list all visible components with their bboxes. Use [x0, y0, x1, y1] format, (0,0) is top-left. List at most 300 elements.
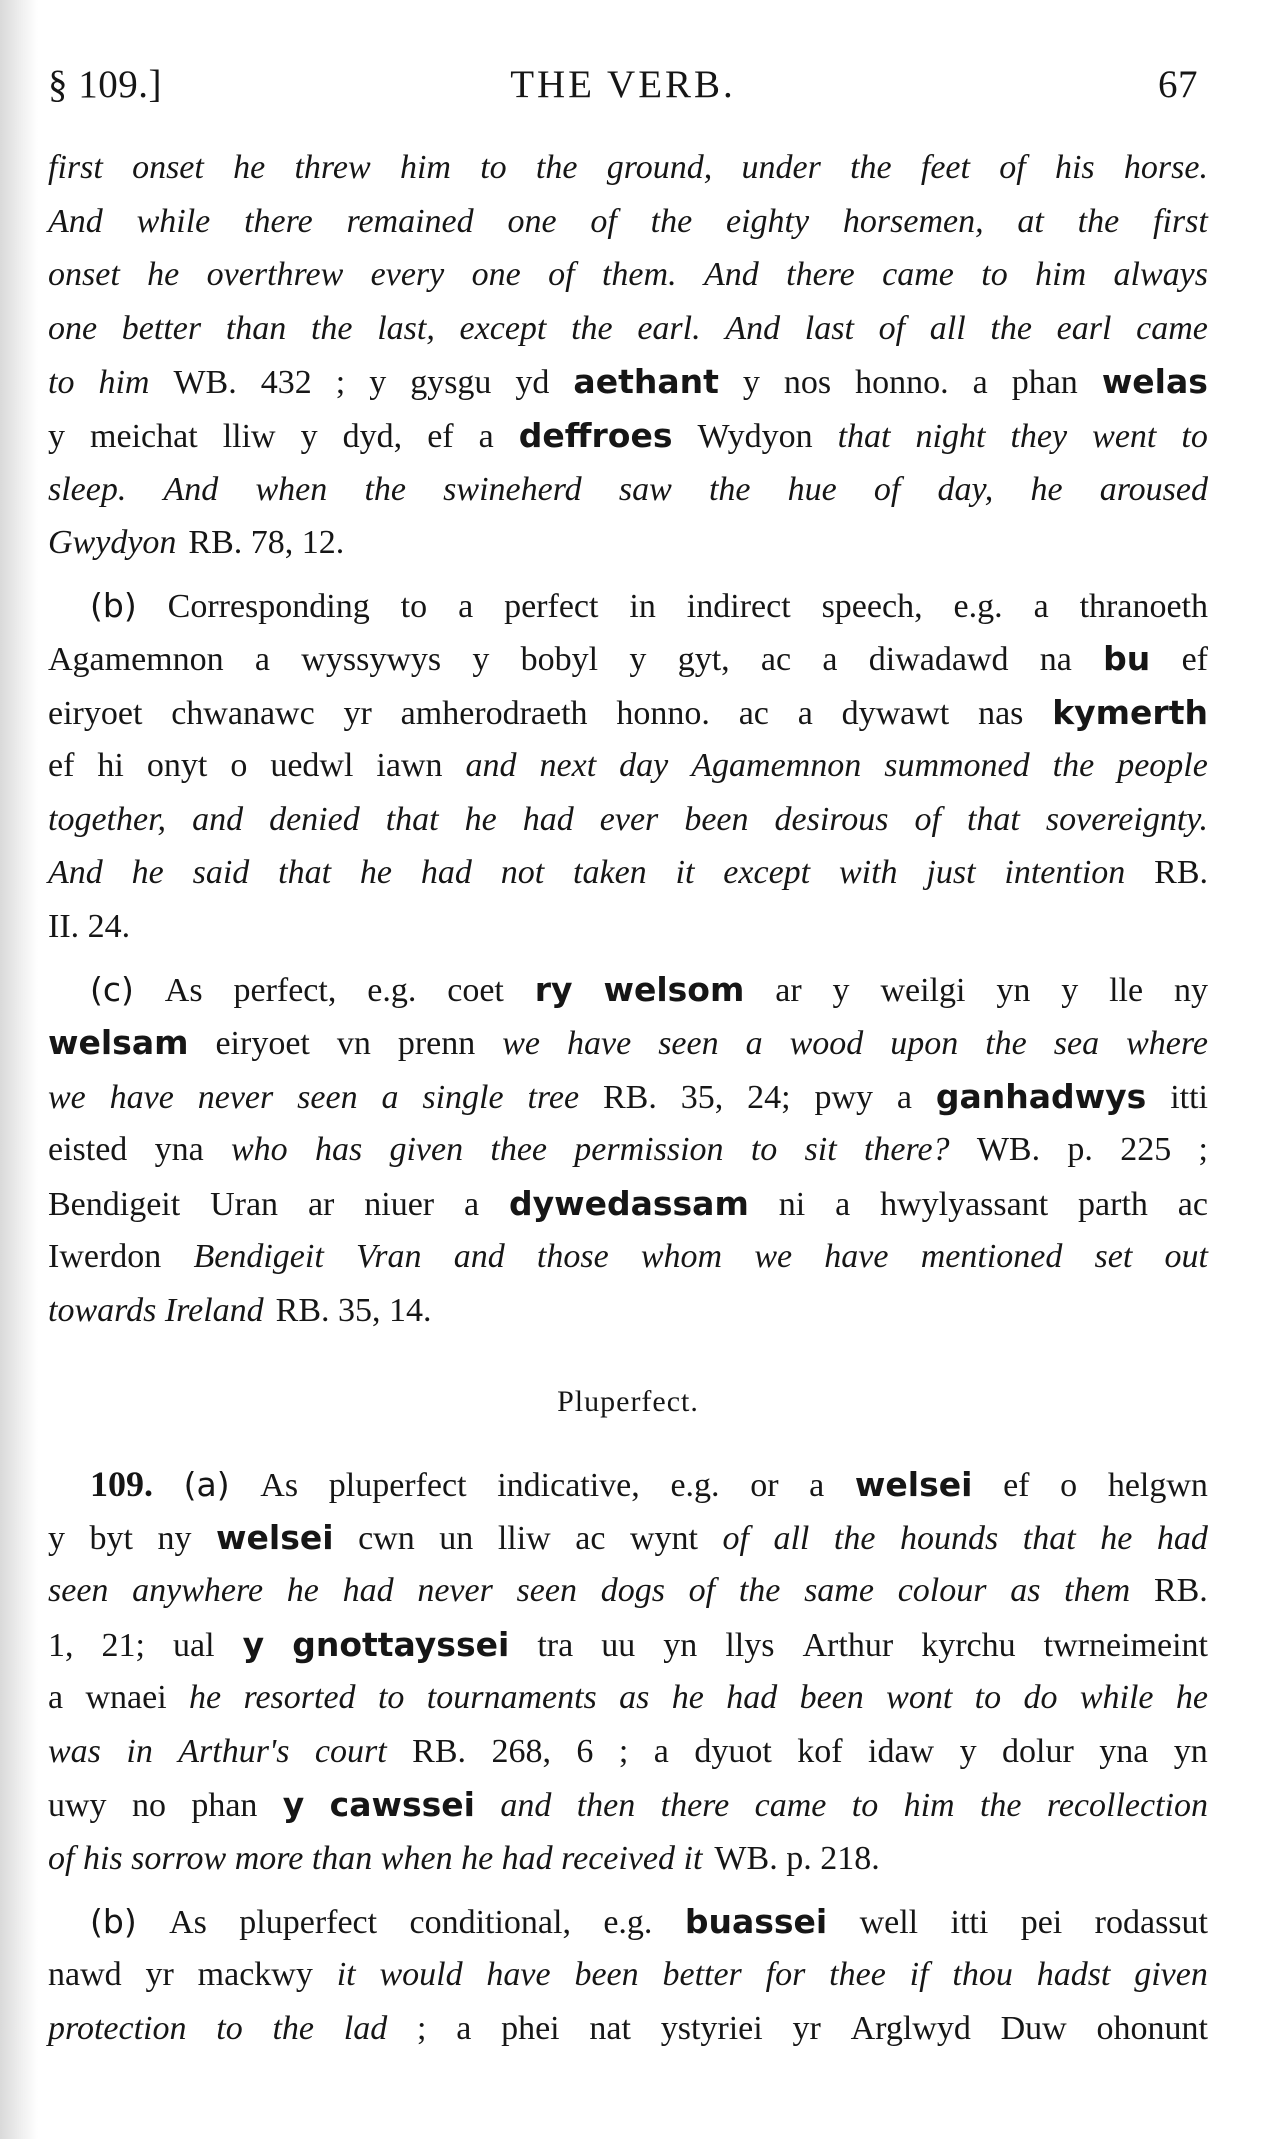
word: ac [1177, 1186, 1208, 1223]
word: summoned [884, 747, 1030, 784]
word: of [999, 149, 1026, 186]
word: a [458, 588, 474, 625]
word: ohonunt [1096, 2010, 1208, 2047]
word: he [671, 1679, 704, 1716]
word: 109. [90, 1464, 153, 1504]
word: of [914, 801, 941, 838]
word: 21; [101, 1627, 145, 1664]
word: the [272, 2010, 315, 2047]
word: been [799, 1679, 864, 1716]
word: tournaments [426, 1679, 597, 1716]
word: ef [1003, 1467, 1030, 1504]
word: the [979, 1787, 1022, 1824]
word: nos [783, 364, 832, 401]
word: prenn [397, 1025, 476, 1062]
word: a [797, 695, 813, 732]
word: the [990, 310, 1032, 347]
text-line [48, 1565, 1208, 1617]
word: overthrew [206, 256, 344, 293]
headword: welsam [48, 1023, 189, 1062]
word: ef [1181, 641, 1208, 678]
word: set [1094, 1238, 1133, 1275]
word: coet [447, 972, 504, 1009]
word: 6 [576, 1733, 594, 1770]
word: we [48, 1079, 86, 1116]
word: (c) [90, 970, 134, 1009]
word: And [48, 203, 103, 240]
word: whom [640, 1238, 723, 1275]
headword: buassei [684, 1902, 828, 1941]
word: parth [1078, 1186, 1148, 1223]
word: to [1181, 418, 1208, 455]
word: that [385, 801, 439, 838]
word: while [136, 203, 211, 240]
word: there? [863, 1131, 950, 1168]
word: they [1010, 418, 1068, 455]
word: amherodraeth [400, 695, 588, 732]
word: sovereignty. [1045, 801, 1208, 838]
text-line [90, 1896, 1208, 1948]
word: the [310, 310, 353, 347]
word: had [726, 1679, 778, 1716]
word: earl [1056, 310, 1112, 347]
page-number: 67 [1158, 63, 1198, 106]
word: him [98, 364, 150, 401]
word: had [1156, 1520, 1208, 1557]
word: the [1077, 203, 1120, 240]
word: except [459, 310, 547, 347]
word: never [417, 1572, 493, 1609]
text-line [90, 964, 1208, 1016]
text-line [48, 410, 1208, 462]
word: and [453, 1238, 505, 1275]
word: of [688, 1572, 716, 1609]
word: resorted [243, 1679, 356, 1716]
word: one [507, 203, 557, 240]
headword: cawssei [329, 1785, 475, 1824]
headword: gnottayssei [292, 1625, 510, 1664]
word: perfect [504, 588, 599, 625]
word: speech, [821, 588, 923, 625]
word: ground, [606, 149, 713, 186]
section-reference: § 109.] [48, 63, 162, 106]
word: pwy [814, 1079, 874, 1116]
word: permission [574, 1131, 724, 1168]
word: yn [996, 972, 1031, 1009]
word: people [1117, 747, 1208, 784]
word: night [915, 418, 986, 455]
word: Arglwyd [850, 2010, 971, 2047]
word: and [192, 801, 244, 838]
text-line [48, 633, 1208, 685]
word: yr [792, 2010, 821, 2047]
word: there [660, 1787, 730, 1824]
word: itti [1170, 1079, 1208, 1116]
text-line [48, 1619, 1208, 1671]
word: to [851, 1787, 879, 1824]
word: tree [527, 1079, 580, 1116]
word: nawd [48, 1956, 122, 1993]
word: thee [490, 1131, 548, 1168]
word: e.g. [953, 588, 1003, 625]
word: Iwerdon [48, 1238, 162, 1275]
word: y [742, 364, 760, 401]
word: Agamemnon [691, 747, 862, 784]
word: as [619, 1679, 650, 1716]
text-line [48, 1285, 1208, 1337]
word: ar [307, 1186, 335, 1223]
word: thranoeth [1079, 588, 1208, 625]
word: do [1023, 1679, 1058, 1716]
word: ; [417, 2010, 427, 2047]
word: his [1054, 149, 1095, 186]
word: sea [1053, 1025, 1100, 1062]
word: he [233, 149, 266, 186]
word: under [741, 149, 821, 186]
word: had [342, 1572, 394, 1609]
word: in [126, 1733, 153, 1770]
word: just [926, 854, 976, 891]
word: nat [589, 2010, 631, 2047]
word: o [1060, 1467, 1078, 1504]
word: y [369, 364, 387, 401]
word: earl. [637, 310, 701, 347]
word: a [478, 418, 494, 455]
text-line [48, 1672, 1208, 1724]
word: first [1153, 203, 1208, 240]
word: sleep. [48, 471, 127, 508]
word: the [1052, 747, 1095, 784]
word: un [439, 1520, 474, 1557]
running-header [48, 62, 1198, 122]
text-line [48, 1124, 1208, 1176]
word: for [765, 1956, 806, 1993]
word: niuer [364, 1186, 435, 1223]
text-segment: of his sorrow more than when he had received it [48, 1840, 703, 1877]
word: given [389, 1131, 464, 1168]
word: dywawt [841, 695, 950, 732]
word: rodassut [1094, 1904, 1208, 1941]
word: RB. [412, 1733, 467, 1770]
word: to [981, 256, 1008, 293]
word: has [314, 1131, 363, 1168]
word: Duw [1000, 2010, 1067, 2047]
word: As [260, 1467, 299, 1504]
word: yr [343, 695, 372, 732]
word: where [1126, 1025, 1208, 1062]
word: first [48, 149, 103, 186]
word: Bendigeit [193, 1238, 324, 1275]
word: taken [573, 854, 647, 891]
text-line [48, 1071, 1208, 1123]
word: last [804, 310, 854, 347]
word: lad [343, 2010, 388, 2047]
word: the [833, 1520, 876, 1557]
word: to [974, 1679, 1002, 1716]
word: kyrchu [921, 1627, 1016, 1664]
word: yn [663, 1627, 698, 1664]
word: recollection [1046, 1787, 1208, 1824]
word: together, [48, 801, 167, 838]
word: gysgu [410, 364, 492, 401]
word: eiryoet [48, 695, 143, 732]
word: that [837, 418, 891, 455]
word: yna [154, 1131, 204, 1168]
word: 24; [747, 1079, 791, 1116]
word: he [1100, 1520, 1133, 1557]
word: came [882, 256, 954, 293]
word: And [725, 310, 781, 347]
word: one [48, 310, 98, 347]
text-line [48, 356, 1208, 408]
word: horse. [1123, 149, 1208, 186]
text-line [48, 1376, 1208, 1428]
word: went [1092, 418, 1157, 455]
page-gutter-shadow [0, 0, 38, 2139]
word: wynt [629, 1520, 698, 1557]
word: a [464, 1186, 480, 1223]
word: anywhere [132, 1572, 264, 1609]
text-line [90, 580, 1208, 632]
word: while [1079, 1679, 1154, 1716]
headword: bu [1103, 639, 1151, 678]
word: honno. [616, 695, 710, 732]
headword: ry [534, 970, 573, 1009]
word: a [653, 1733, 669, 1770]
text-line [48, 249, 1208, 301]
word: to [400, 588, 428, 625]
word: 1, [48, 1627, 74, 1664]
word: denied [269, 801, 360, 838]
word: WB. [173, 364, 237, 401]
word: dogs [600, 1572, 665, 1609]
text-line [48, 2003, 1208, 2055]
word: y [629, 641, 647, 678]
word: feet [920, 149, 970, 186]
word: eighty [726, 203, 810, 240]
headword: dywedassam [509, 1184, 749, 1223]
word: ny [1173, 972, 1208, 1009]
word: swineherd [443, 471, 582, 508]
word: y [48, 1520, 65, 1557]
word: Arthur's [178, 1733, 290, 1770]
word: a [1033, 588, 1049, 625]
word: pluperfect [239, 1904, 378, 1941]
word: one [471, 256, 521, 293]
word: at [1017, 203, 1044, 240]
word: of [590, 203, 617, 240]
word: And [48, 854, 103, 891]
word: Agamemnon [48, 641, 224, 678]
word: 432 [260, 364, 312, 401]
word: yd [515, 364, 550, 401]
word: honno. [855, 364, 949, 401]
word: na [1039, 641, 1072, 678]
word: (b) [90, 1902, 137, 1941]
text-line [48, 196, 1208, 248]
word: o [230, 747, 248, 784]
word: dolur [1002, 1733, 1074, 1770]
word: to [216, 2010, 243, 2047]
word: ual [173, 1627, 215, 1664]
headword: deffroes [518, 416, 673, 455]
word: byt [89, 1520, 133, 1557]
word: e.g. [367, 972, 417, 1009]
word: ac [760, 641, 792, 678]
word: meichat [90, 418, 198, 455]
word: thou [952, 1956, 1013, 1993]
text-segment: WB. p. 218. [714, 1840, 880, 1877]
word: those [536, 1238, 609, 1275]
word: gyt, [677, 641, 730, 678]
word: tra [537, 1627, 574, 1664]
word: he [189, 1679, 222, 1716]
word: there [786, 256, 855, 293]
word: the [535, 149, 578, 186]
word: uu [601, 1627, 636, 1664]
word: to [48, 364, 75, 401]
word: single [422, 1079, 504, 1116]
word: the [850, 149, 892, 186]
text-segment: II. 24. [48, 908, 131, 945]
word: dyuot [694, 1733, 772, 1770]
word: llys [725, 1627, 775, 1664]
word: the [650, 203, 693, 240]
word: Bendigeit [48, 1186, 181, 1223]
word: a [972, 364, 988, 401]
text-line [48, 847, 1208, 899]
word: kof [797, 1733, 843, 1770]
word: hi [97, 747, 124, 784]
word: him [1035, 256, 1087, 293]
word: given [1134, 1956, 1208, 1993]
word: onset [48, 256, 120, 293]
word: mackwy [197, 1956, 313, 1993]
word: of [873, 471, 901, 508]
word: seen [297, 1079, 358, 1116]
word: if [909, 1956, 929, 1993]
word: them. [601, 256, 677, 293]
word: seen [516, 1572, 577, 1609]
word: a [381, 1079, 399, 1116]
word: lliw [222, 418, 276, 455]
word: to [480, 149, 507, 186]
word: phan [1011, 364, 1078, 401]
word: indicative, [497, 1467, 640, 1504]
word: it [336, 1956, 356, 1993]
word: had [522, 801, 574, 838]
word: all [773, 1520, 810, 1557]
section-heading: Pluperfect. [557, 1385, 699, 1418]
word: it [675, 854, 695, 891]
text-line [48, 142, 1208, 194]
word: ef [427, 418, 454, 455]
word: all [929, 310, 966, 347]
word: yr [145, 1956, 174, 1993]
word: been [574, 1956, 639, 1993]
word: the [364, 471, 406, 508]
word: a [822, 641, 838, 678]
word: p. [1067, 1131, 1093, 1168]
word: there [244, 203, 313, 240]
word: ny [157, 1520, 192, 1557]
word: we [754, 1238, 793, 1275]
word: have [567, 1025, 632, 1062]
headword: aethant [573, 362, 719, 401]
word: phei [501, 2010, 560, 2047]
running-title: THE VERB. [510, 63, 736, 106]
word: always [1113, 256, 1208, 293]
word: dyd, [342, 418, 403, 455]
word: onyt [146, 747, 208, 784]
text-line [48, 517, 1208, 569]
word: seen [48, 1572, 109, 1609]
word: the [985, 1025, 1027, 1062]
word: better [121, 310, 202, 347]
word: y [300, 418, 318, 455]
word: chwanawc [171, 695, 315, 732]
word: to [750, 1131, 778, 1168]
text-line [48, 303, 1208, 355]
word: came [1136, 310, 1208, 347]
word: And [703, 256, 759, 293]
word: RB. [602, 1079, 657, 1116]
word: to [377, 1679, 405, 1716]
word: hounds [900, 1520, 999, 1557]
word: came [754, 1787, 827, 1824]
word: day, [937, 471, 994, 508]
word: with [838, 854, 898, 891]
word: was [48, 1733, 101, 1770]
word: aroused [1099, 471, 1208, 508]
word: Wydyon [697, 418, 813, 455]
word: wood [789, 1025, 864, 1062]
word: had [420, 854, 472, 891]
word: and [465, 747, 517, 784]
word: who [230, 1131, 288, 1168]
word: y [48, 418, 65, 455]
word: Uran [210, 1186, 279, 1223]
headword: welas [1101, 362, 1208, 401]
word: hadst [1036, 1956, 1111, 1993]
word: day [619, 747, 669, 784]
word: a [745, 1025, 763, 1062]
text-line [48, 1779, 1208, 1831]
word: Vran [356, 1238, 422, 1275]
word: uedwl [270, 747, 354, 784]
word: hue [787, 471, 837, 508]
word: indirect [686, 588, 791, 625]
word: helgwn [1107, 1467, 1208, 1504]
word: that [1022, 1520, 1076, 1557]
word: ni [778, 1186, 806, 1223]
word: ac [575, 1520, 606, 1557]
word: conditional, [409, 1904, 571, 1941]
word: wont [886, 1679, 953, 1716]
word: a [809, 1467, 825, 1504]
text-line [48, 1949, 1208, 2001]
word: y [832, 972, 850, 1009]
word: seen [658, 1025, 719, 1062]
word: last, [377, 310, 435, 347]
text-segment: towards Ireland [48, 1292, 264, 1329]
word: a [254, 641, 271, 678]
text-line [48, 1017, 1208, 1069]
word: saw [618, 471, 672, 508]
word: 225 [1120, 1131, 1172, 1168]
word: Corresponding [167, 588, 370, 625]
word: ar [775, 972, 802, 1009]
